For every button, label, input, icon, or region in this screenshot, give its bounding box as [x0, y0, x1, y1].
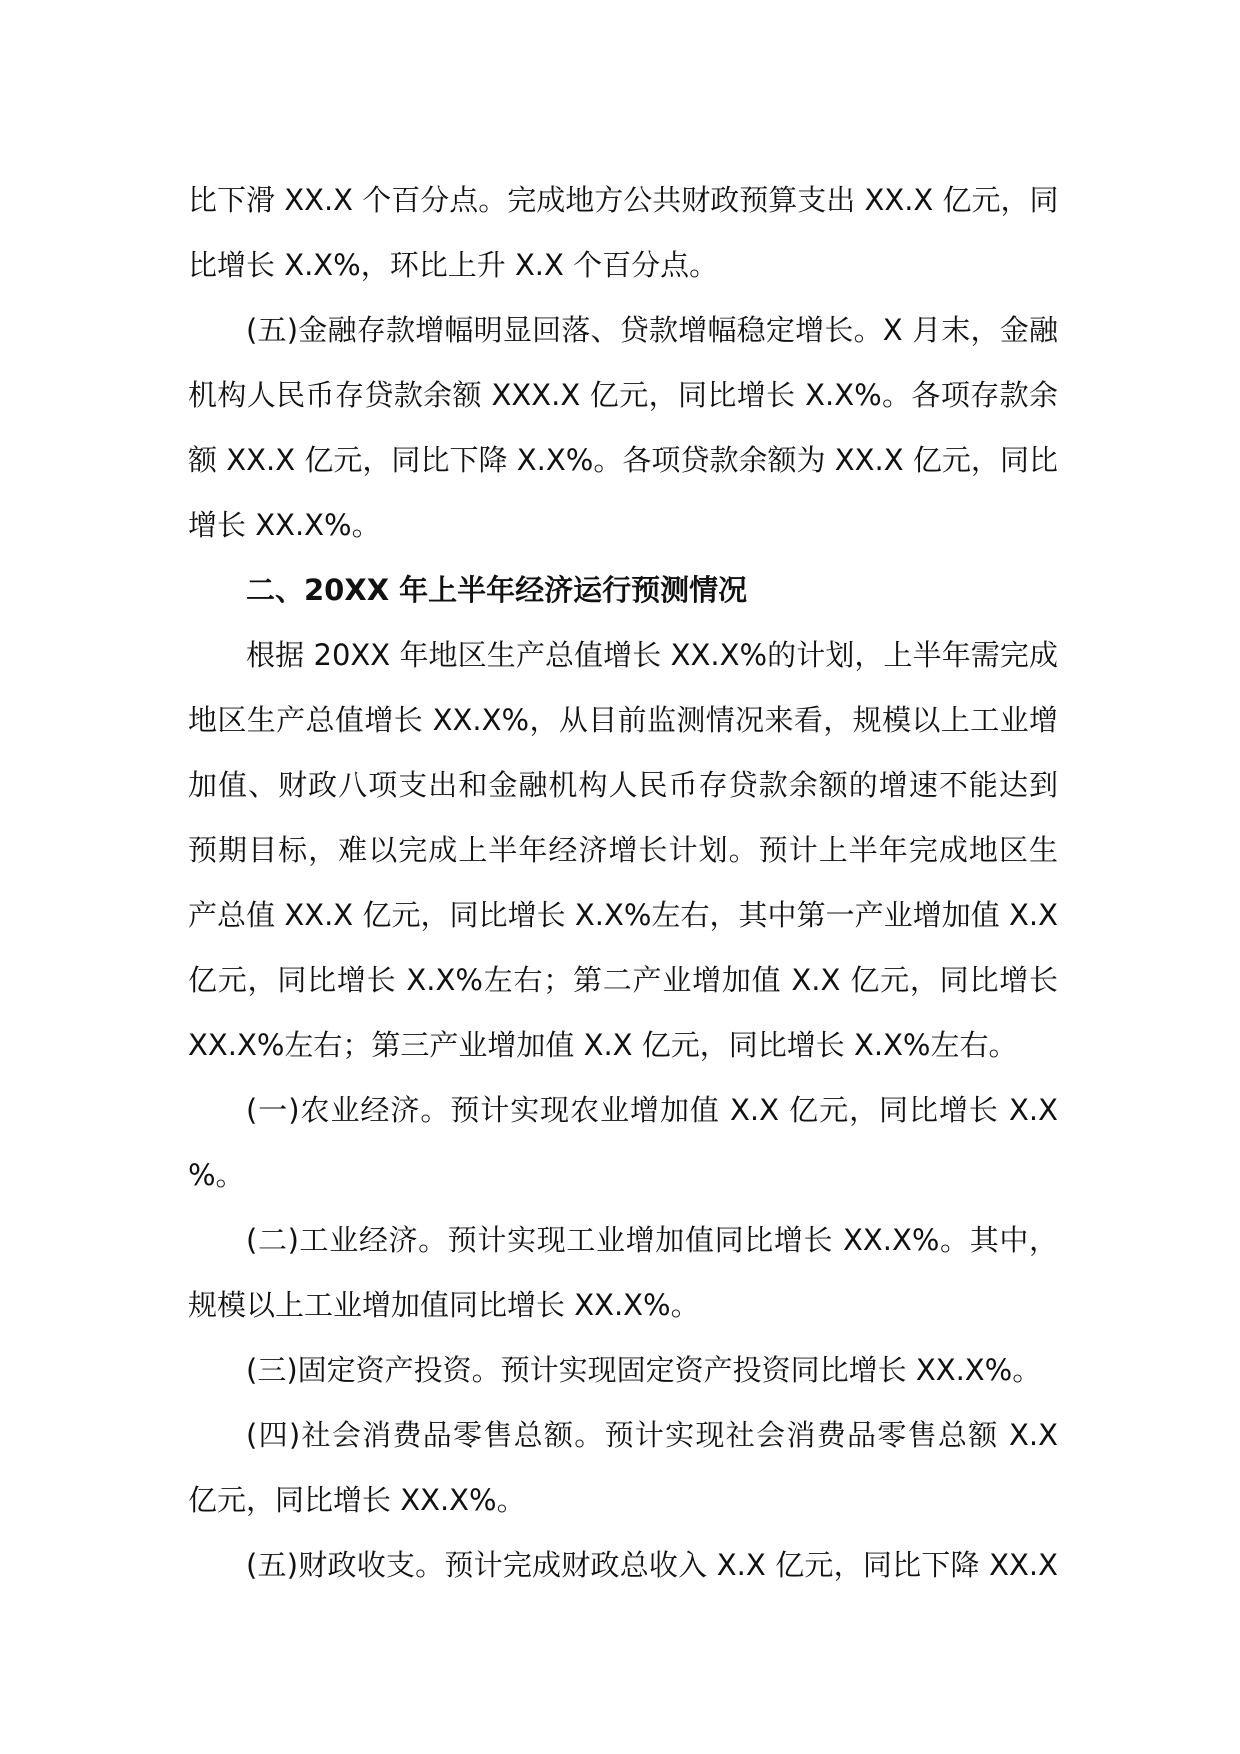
- section-5-finance: (五)金融存款增幅明显回落、贷款增幅稳定增长。X 月末，金融: [246, 313, 1058, 347]
- text-line: 比下滑 XX.X 个百分点。完成地方公共财政预算支出 XX.X 亿元，同: [188, 183, 1059, 217]
- subsection-agriculture: (一)农业经济。预计实现农业增加值 X.X 亿元，同比增长 X.X: [246, 1093, 1058, 1127]
- text-line: 规模以上工业增加值同比增长 XX.X%。: [188, 1288, 700, 1322]
- text-line: 地区生产总值增长 XX.X%，从目前监测情况来看，规模以上工业增: [188, 703, 1058, 737]
- text-line: 根据 20XX 年地区生产总值增长 XX.X%的计划，上半年需完成: [246, 638, 1058, 672]
- document-page: [188, 168, 1058, 1598]
- section-heading: 二、20XX 年上半年经济运行预测情况: [246, 573, 748, 607]
- subsection-retail: (四)社会消费品零售总额。预计实现社会消费品零售总额 X.X: [246, 1418, 1058, 1452]
- text-line: %。: [188, 1158, 245, 1192]
- subsection-fiscal: (五)财政收支。预计完成财政总收入 X.X 亿元，同比下降 XX.X: [246, 1548, 1058, 1582]
- text-line: 增长 XX.X%。: [188, 508, 381, 542]
- text-line: 预期目标，难以完成上半年经济增长计划。预计上半年完成地区生: [188, 833, 1058, 867]
- text-line: 额 XX.X 亿元，同比下降 X.X%。各项贷款余额为 XX.X 亿元，同比: [188, 443, 1058, 477]
- text-line: 产总值 XX.X 亿元，同比增长 X.X%左右，其中第一产业增加值 X.X: [188, 898, 1058, 932]
- subsection-fixed-assets: (三)固定资产投资。预计实现固定资产投资同比增长 XX.X%。: [246, 1353, 1042, 1387]
- text-line: 亿元，同比增长 X.X%左右；第二产业增加值 X.X 亿元，同比增长: [188, 963, 1058, 997]
- text-line: 机构人民币存贷款余额 XXX.X 亿元，同比增长 X.X%。各项存款余: [188, 378, 1058, 412]
- subsection-industry: (二)工业经济。预计实现工业增加值同比增长 XX.X%。其中，: [246, 1223, 1058, 1257]
- text-line: 亿元，同比增长 XX.X%。: [188, 1483, 526, 1517]
- text-line: XX.X%左右；第三产业增加值 X.X 亿元，同比增长 X.X%左右。: [188, 1028, 1018, 1062]
- text-line: 加值、财政八项支出和金融机构人民币存贷款余额的增速不能达到: [188, 768, 1058, 802]
- text-line: 比增长 X.X%，环比上升 X.X 个百分点。: [188, 248, 719, 282]
